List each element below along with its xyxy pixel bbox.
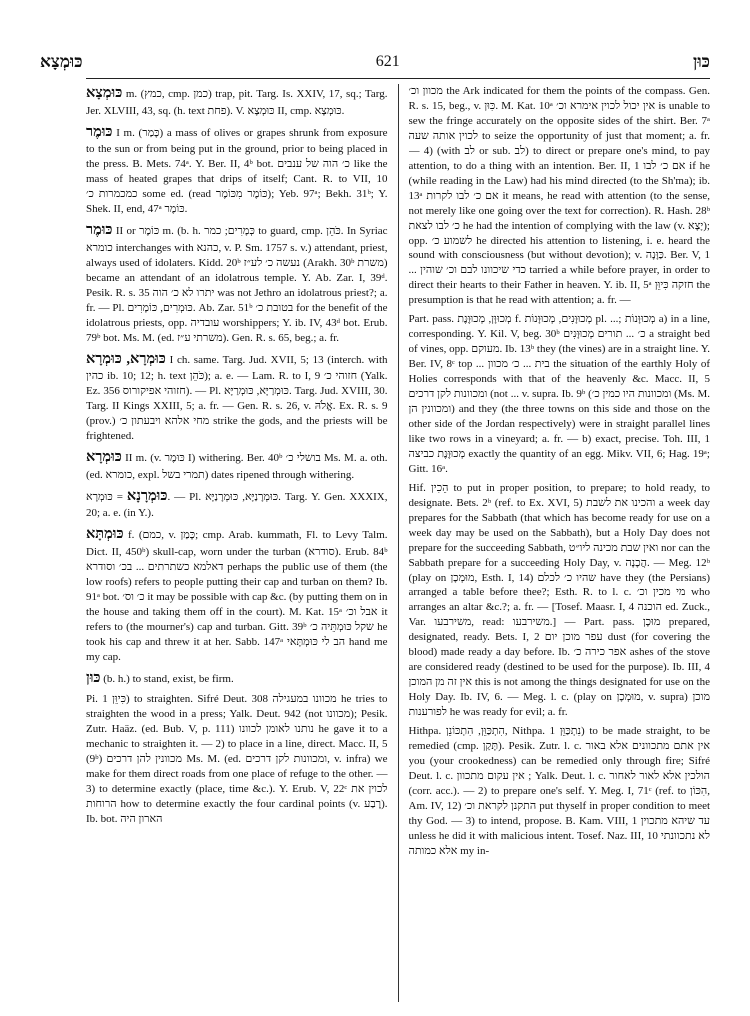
entry-headword: כּוּמְתָּא <box>86 526 124 543</box>
entry-headword: כּוּמְרָנָא <box>126 487 168 504</box>
entry-text: II m. (v. כּוּמֶר I) withering. Ber. 40ᵇ בושלי כ׳ Ms. M. a. oth. (ed. כומרא, expl. תמרי בשל) dates ripened through withering. <box>86 452 388 481</box>
entry-text: Part. pass. מְכוּוָּן, מְכוּוֶּנֶת f. מְכוּוָּנִים, מְכוּוָּנוֹת pl. ...; מְכוּוָּנוֹת a) in a line, corresponding. Y. Kil. V, beg. 30ᵇ כ׳ ... תורים מְכוּוָּנִים a straight bed of vines, opp. מעוקם. Ib. 13ᵇ they (the vines) are in a straight line. Y. Ber. IV, 8ᶜ top ... בית ... כ׳ מכוון the situation of the earthly Holy of Holies corresponds with that of the heavenly &c. Macc. II, 5 ומכוונות לקן דרכים (not ... v. supra. Ib. 9ᵇ (ומכוונות היו כמין כ׳ (Ms. M. ומכוונין הן) and they (the three towns on this side and those on the other side of the Jordan respectively) were in straight parallel lines like two rows in a vineyard; a. fr. — b) exact, precise. Toh. III, 1 מְכוּוֶּנֶת כביצה exactly the quantity of an egg. Mikv. VII, 6; Hag. 19ᵃ; Gitt. 16ᵃ. <box>408 313 710 475</box>
entry-headword: כּוּמְרָא, כּוּמְרָא <box>86 350 166 367</box>
dictionary-entry <box>86 487 388 522</box>
dictionary-entry <box>86 350 388 444</box>
entry-text: (b. h.) to stand, exist, be firm. <box>103 672 234 685</box>
entry-text: Hif. הֵכִין to put in proper position, to prepare; to hold ready, to designate. Bets. 2ᵇ (ref. to Ex. XVI, 5) והכינו את לשבת a week day prepares for the Sabbath (that which has become ready for use on a week day may be used on the Sabbath), but a Holy Day does not prepare for the succeeding Sabbath, ואין שבת מכינה ליו״ט nor can the Sabbath prepare for a succeeding Holy Day, v. הֲכָנָה. — Meg. 12ᵇ (play on מוּמְכָן, Esth. I, 14) שהיו כ׳ לכלם have they (the Persians) arranged a table before thee?; Esth. R. to l. c. מי מכין וכ׳ who arranges an altar &c.?; a. fr. — [Tosef. Maasr. I, 4 הוכנה ed. Zuck., Var. משירבעו, read: משירבעו.] — Part. pass. מוּכָן prepared, designated, ready. Bets. I, 2 עפר מוכן יום dust (for covering the blood) made ready a day before. Ib. אפר כירה כ׳ ashes of the stove are considered ready (destined to be used for the purpose). Ib. III, 4 אין זה מן המוכן this is not among the things designated for use on the Holy Day. Ib. IV, 6. — Meg. l. c. (play on מוּמְכָן, v. supra) מוכן לפורענות he was ready for evil; a. fr. <box>408 481 710 719</box>
page-number: 621 <box>375 53 400 70</box>
dictionary-entry <box>86 525 388 664</box>
entry-text: II or כּוֹמֶר m. (b. h. כְּמָרִים; כמר to guard, cmp. כֹּהֵן. In Syriac כומרא interchanges with כהנא, v. P. Sm. 1757 s. v.) attendant, priest, always used of idolaters. Kidd. 20ᵇ נעשה כ׳ לע״ז (Arakh. 30ᵇ משרת) became an attendant of an idolatrous temple. Y. Ab. Zar. I, 39ᵈ. Pesik. R. s. 35 יתרו לא כ׳ הוה was not Jethro an idolatrous priest?; a. fr. — Pl. כּוּמְרִים, כּוֹמָרִים. Ab. Zar. 51ᵇ בטובת כ׳ for the benefit of the idolatrous priests, opp. עובדיה worshippers; Y. ib. IV, 43ᵈ bot. Erub. 79ᵇ bot. Ms. M. (ed. משרתי ע״ז). Gen. R. s. 65, beg.; a. fr. <box>86 225 388 344</box>
running-header <box>40 48 710 76</box>
right-column <box>409 84 711 1002</box>
dictionary-entry <box>409 84 711 308</box>
entry-text: מכוון וכ׳ the Ark indicated for them the points of the compass. Gen. R. s. 15, beg., v. כִּוּן. M. Kat. 10ᵃ אין יכול לכוין אימרא וכ׳ is unable to sew the fringe accurately on the opposite sides of the shirt. Ber. 7ᵃ לכוין אותה שעה to seize the opportunity of just that moment; a. fr. — 4) (with לב or sub. לב) to direct or prepare one's mind, to pay attention, to do a thing with an intention. Ber. II, 1 אם כ׳ לבו if he (while reading in the Law) had his mind directed (to the Sh'ma); ib. 13ᵃ אם כ׳ לבו לקרות it means, he read with attention (to the sense, not merely like one going over the text for correction). R. Hash. 28ᵇ כ׳ לבו לצאת he had the intention of complying with the law (v. יָצָא); opp. לשמוע כ׳ he directed his attention to listening, i. e. heard the sound with consciousness (but without devotion); v. כַּוָּנָה. Ber. V, 1 ... כדי שיכוונו לבם וכ׳ שוהין tarried a while before prayer, in order to direct their hearts to their Father in heaven. Y. ib. II, 5ᵃ חזקה כִּיוֵּן the presumption is that he read with attention; a. fr. — <box>408 85 710 307</box>
entry-headword: כּוּמְרָא <box>86 449 122 466</box>
dictionary-entry <box>86 692 388 827</box>
text-columns <box>86 84 710 1002</box>
dictionary-entry <box>86 221 388 345</box>
entry-text: I ch. same. Targ. Jud. XVII, 5; 13 (interch. with כהין ib. 10; 12; h. text כֹּהֵן); a. e. — Lam. R. to I, 9 חזוהי כ׳ (Yalk. Ez. 356 חזוהי אפיקורוס). — Pl. כּוּמְרַיָּא, כּוּמְרַיָּא. Targ. Jud. XVIII, 30. Targ. II Kings XXIII, 5; a. fr. — Gen. R. s. 26, v. אֱלֹהּ. Ex. R. s. 9 (prov.) מחי אלהא ויבעתון כ׳ strike the gods, and the priests will be frightened. <box>86 353 388 443</box>
running-head-left: כּוּמְצָא <box>40 52 83 71</box>
entry-text: = כּוּמְרָא. — Pl. כּוּמְרָנַיָּא, כּוּמְרָנַיָּא. Targ. Y. Gen. XXXIX, 20; a. e. (in Y.). <box>86 490 388 520</box>
dictionary-entry <box>409 481 711 720</box>
running-head-right: כּוּן <box>693 52 710 71</box>
entry-headword: כּוּן <box>86 669 101 686</box>
entry-text: m. (כמץ, cmp. כמן) trap, pit. Targ. Is. XXIV, 17, sq.; Targ. Jer. XLVIII, 43, sq. (h. text פחת). V. כּוּמְצָא II, cmp. כּוּמְצָא. <box>86 88 388 117</box>
entry-headword: כּוּמֶר <box>86 123 113 140</box>
entry-text: Hithpa. הִתְכַּוֵּן, הִתְכּוֹנֵן, Nithpa. נִתְכַּוֵּן 1) to be made straight, to be remedied (cmp. תָּקַן). Pesik. Zutr. l. c. אין אתם מתכוונים אלא באור you (your crookedness) can be remedied only through fire; Sifré Deut. l. c. אין עקום מתכוון ; Yalk. Deut. l. c. הולכין אלא לאור לאחור (corr. acc.). — 2) to prepare one's self. Y. Meg. I, 71ᶜ (ref. to הִכּוֹן, Am. IV, 12) התקנן לקראת וכ׳ put thyself in proper condition to meet thy God. — 3) to intend, propose. B. Kam. VIII, 1 עד שיהא מתכוין unless he did it with malicious intent. Tosef. Naz. III, 10 לא נתכוונתי אלא כמותה my in- <box>408 725 710 857</box>
entry-text: I m. (כָּמַר) a mass of olives or grapes shrunk from exposure to the sun or from being put in the ground, prior to being placed in the press. B. Mets. 74ᵃ. Y. Ber. II, 4ᵇ bot. כ׳ הוה של ענבים like the mass of heated grapes that drips of itself; Cant. R. to VII, 10 כמכמרות כ׳ some ed. (read כּוֹמֶר מִכּוֹמֶר); Yeb. 97ᵃ; Bekh. 31ᵇ; Y. Shek. II, end, 47ᵃ כּוֹמֶר. <box>86 126 388 216</box>
entry-headword: כּוּמֶר <box>86 222 113 239</box>
header-rule <box>86 78 710 79</box>
left-column <box>86 84 388 1002</box>
entry-headword: כּוּמְצָא <box>86 85 123 101</box>
dictionary-entry <box>86 669 388 689</box>
entry-text: f. (כמם, v. כָּמַן; cmp. Arab. kummath, Fl. to Levy Talm. Dict. II, 450ᵇ) skull-cap, worn under the turban (סודרא). Erub. 84ᵇ דאלמא כשתרתים ... בכ׳ וסודרא perhaps the public use of them (the low roofs) refers to people putting their cap and turban on them? Ib. 91ᵃ bot. כ׳ וס׳ it may be possible with cap &c. (by putting them on in the house and taking them off in the court). M. Kat. 15ᵃ אבל וכ׳ it refers to (the mourner's) cap and turban. Gitt. 39ᵇ שקל כּוּמְתֵּיה כ׳ he took his cap and threw it at her. Sabb. 147ᵃ הב לי כּוּמְתָּאי hand me my cap. <box>86 529 388 663</box>
dictionary-entry <box>86 123 388 217</box>
dictionary-entry <box>409 724 711 859</box>
entry-text: Pi. כִּיוֵּן 1) to straighten. Sifré Deut. 308 מכוונו במעגילה he tries to straighten the wood in a press; Yalk. Deut. 942 (not מכוונו); Pesik. Zutr. Haäz. (ed. Bub. V, p. 111) נותנו לאומן לכוונו he gave it to a mechanic to straighten it. — 2) to place in a line, direct. Macc. II, 5 (9ᵇ) מכוונין להן דרכים Ms. M. (ed. ומכוונות לקן דרכים, v. infra) we make for them direct roads from one place of refuge to the other. — 3) to determine exactly (place, time &c.). Y. Erub. V, 22ᶜ לכוין את הרוחות how to determine exactly the four cardinal points (v. רֶבַע). Ib. bot. הארון היה <box>86 693 388 826</box>
dictionary-entry <box>86 448 388 483</box>
dictionary-entry <box>86 84 388 119</box>
dictionary-entry <box>409 312 711 476</box>
column-divider <box>398 84 399 1002</box>
